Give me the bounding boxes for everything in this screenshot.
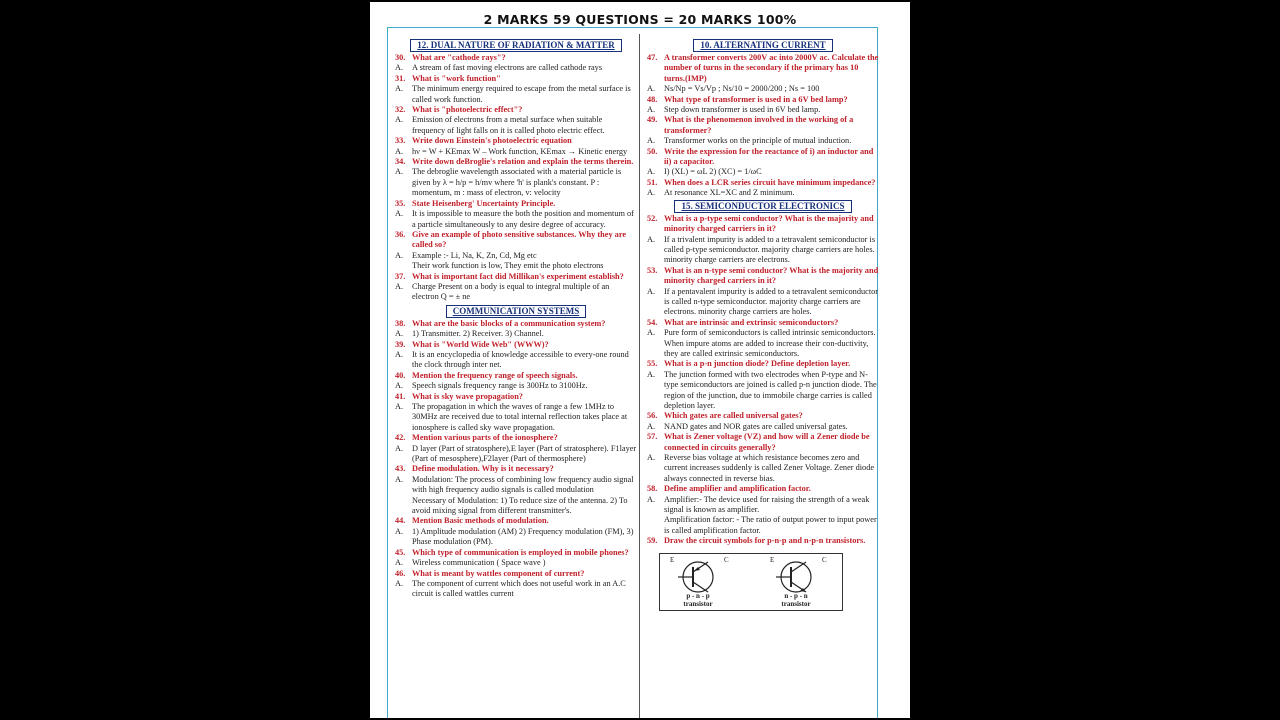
answer-row (395, 167, 637, 198)
answer-row (395, 147, 637, 157)
answer-marker: A. (395, 281, 404, 291)
question-text: Write down deBroglie's relation and explain the terms therein. (412, 157, 634, 167)
left-column (395, 39, 637, 718)
question-number: 35. (395, 198, 406, 208)
answer-row (395, 350, 637, 371)
answer-text: Speech signals frequency range is 300Hz to 3100Hz. (412, 381, 588, 391)
answer-text: Pure form of semiconductors is called intrinsic semiconductors. When impure atoms are added to increase their con-ductivity, they are called extrinsic semiconductors. (664, 328, 876, 358)
answer-marker: A. (647, 328, 656, 338)
pnp-caption (668, 592, 728, 608)
question-text: What is "photoelectric effect"? (412, 105, 523, 115)
npn-collector-label: C (822, 555, 827, 564)
question-number: 53. (647, 265, 658, 275)
answer-row (647, 287, 879, 318)
answer-text: If a pentavalent impurity is added to a tetravalent semiconductor is called n-type semiconductor. majority charge carriers are electrons. minority charge carriers are holes. (664, 286, 879, 317)
answer-row (647, 235, 879, 266)
question-row (395, 157, 637, 167)
answer-row (647, 453, 879, 484)
question-number: 43. (395, 464, 406, 474)
answer-marker: A. (395, 167, 404, 177)
question-text: Write down Einstein's photoelectric equation (412, 136, 572, 146)
answer-row (395, 282, 637, 303)
question-text: What is a p-n junction diode? Define depletion layer. (664, 359, 851, 369)
question-row (647, 178, 879, 188)
answer-row (395, 63, 637, 73)
question-list-alternating-current (647, 53, 879, 199)
question-number: 32. (395, 105, 406, 115)
npn-emitter-label: E (770, 555, 775, 564)
answer-marker: A. (395, 526, 404, 536)
question-number: 31. (395, 73, 406, 83)
question-row (395, 319, 637, 329)
answer-marker: A. (647, 136, 656, 146)
answer-marker: A. (647, 421, 656, 431)
answer-row (395, 475, 637, 496)
question-number: 49. (647, 115, 658, 125)
question-number: 38. (395, 318, 406, 328)
question-text: What is "work function" (412, 73, 501, 83)
pnp-collector-label: C (724, 555, 729, 564)
question-text: Define modulation. Why is it necessary? (412, 464, 554, 474)
question-text: Which type of communication is employed in mobile phones? (412, 547, 629, 557)
answer-row (647, 328, 879, 359)
question-number: 34. (395, 157, 406, 167)
page-heading: 2 MARKS 59 QUESTIONS = 20 MARKS 100% (483, 12, 797, 27)
transistor-symbols-diagram (659, 553, 843, 611)
notes-page (370, 2, 910, 718)
question-number: 52. (647, 213, 658, 223)
answer-row (647, 105, 879, 115)
pnp-transistor-symbol (678, 557, 718, 597)
question-row (395, 548, 637, 558)
answer-marker: A. (395, 443, 404, 453)
question-number: 45. (395, 547, 406, 557)
question-number: 57. (647, 432, 658, 442)
answer-text: Example :- Li, Na, K, Zn, Cd, Mg etc (412, 250, 537, 260)
answer-text: Wireless communication ( Space wave ) (412, 558, 546, 568)
answer-text: Transformer works on the principle of mutual induction. (664, 136, 852, 146)
question-text: What are intrinsic and extrinsic semiconductors? (664, 317, 839, 327)
question-list-dual-nature (395, 53, 637, 303)
answer-text: 1) Transmitter. 2) Receiver. 3) Channel. (412, 329, 544, 339)
question-text: Mention Basic methods of modulation. (412, 516, 549, 526)
question-text: State Heisenberg' Uncertainty Principle. (412, 198, 556, 208)
question-text: What is the phenomenon involved in the working of a transformer? (664, 115, 854, 135)
answer-row (395, 527, 637, 548)
question-row (395, 569, 637, 579)
question-number: 56. (647, 411, 658, 421)
answer-text: It is impossible to measure the both the position and momentum of a particle simultaneously to any desire degree of accuracy. (412, 209, 634, 229)
pnp-emitter-label: E (670, 555, 675, 564)
answer-row (647, 188, 879, 198)
answer-row (647, 136, 879, 146)
answer-row (395, 209, 637, 230)
question-row (395, 105, 637, 115)
answer-marker: A. (647, 234, 656, 244)
npn-label: n - p - n (784, 591, 808, 600)
answer-marker: A. (647, 84, 656, 94)
section-title-alternating-current: 10. ALTERNATING CURRENT (693, 39, 832, 52)
answer-marker: A. (395, 381, 404, 391)
question-row (647, 214, 879, 235)
question-row (395, 433, 637, 443)
answer-text: Step down transformer is used in 6V bed lamp. (664, 105, 821, 115)
question-row (395, 464, 637, 474)
question-number: 50. (647, 146, 658, 156)
section-title-communication: COMMUNICATION SYSTEMS (446, 305, 587, 318)
answer-row (395, 579, 637, 600)
answer-marker: A. (647, 494, 656, 504)
question-number: 36. (395, 229, 406, 239)
answer-text: If a trivalent impurity is added to a tetravalent semiconductor is called p-type semiconductor. majority charge carriers are holes. minority charge carriers are electrons. (664, 234, 876, 265)
answer-marker: A. (395, 250, 404, 260)
answer-text: D layer (Part of stratosphere),E layer (Part of stratosphere). F1layer (Part of mesosphere),F2layer (Part of thermosphere) (412, 443, 637, 464)
question-number: 37. (395, 271, 406, 281)
question-number: 59. (647, 536, 658, 546)
answer-row (395, 444, 637, 465)
answer-marker: A. (395, 84, 404, 94)
answer-marker: A. (395, 329, 404, 339)
pnp-transistor-caption: transistor (683, 599, 713, 608)
question-row (395, 516, 637, 526)
answer-text: I) (XL) = ωL 2) (XC) = 1/ωC (664, 167, 762, 177)
answer-marker: A. (395, 115, 404, 125)
question-text: When does a LCR series circuit have minimum impedance? (664, 177, 876, 187)
question-row (395, 340, 637, 350)
answer-extra-text: Their work function is low, They emit the photo electrons (412, 261, 604, 271)
question-number: 39. (395, 339, 406, 349)
question-row (647, 53, 879, 84)
answer-row (647, 167, 879, 177)
right-column (647, 39, 879, 718)
question-text: What is "World Wide Web" (WWW)? (412, 339, 549, 349)
question-number: 33. (395, 136, 406, 146)
answer-text: The propagation in which the waves of range a few 1MHz to 30MHz are received due to total internal reflection takes place at ionosphere is called sky wave propagation. (412, 402, 628, 432)
question-number: 47. (647, 53, 658, 62)
answer-text: NAND gates and NOR gates are called universal gates. (664, 421, 848, 431)
answer-marker: A. (647, 105, 656, 115)
answer-row (647, 422, 879, 432)
question-text: A transformer converts 200V ac into 2000V ac. Calculate the number of turns in the secondary if the primary has 10 turns.(IMP) (664, 53, 879, 83)
answer-text: The junction formed with two electrodes when P-type and N-type semiconductors are joined is called p-n junction diode. The region of the junction, due to immobile charge carries is called depletion layer. (664, 369, 877, 410)
question-text: What type of transformer is used in a 6V bed lamp? (664, 94, 848, 104)
answer-text: Reverse bias voltage at which resistance becomes zero and current increases suddenly is called Zener Voltage. Zener diode always connected in reverse bias. (664, 453, 875, 483)
question-text: What are the basic blocks of a communication system? (412, 318, 606, 328)
question-row (647, 318, 879, 328)
answer-row (395, 251, 637, 261)
question-row (647, 484, 879, 494)
question-row (647, 411, 879, 421)
answer-marker: A. (395, 558, 404, 568)
answer-text: Ns/Np = Vs/Vp ; Ns/10 = 2000/200 ; Ns = 100 (664, 84, 820, 94)
answer-row (647, 495, 879, 516)
answer-text: At resonance XL=XC and Z minimum. (664, 188, 795, 198)
question-row (395, 136, 637, 146)
question-text: What is a p-type semi conductor? What is the majority and minority charged carriers in it? (664, 213, 874, 234)
answer-marker: A. (395, 402, 404, 411)
answer-row (395, 381, 637, 391)
question-number: 42. (395, 433, 406, 443)
answer-row (395, 558, 637, 568)
question-number: 30. (395, 53, 406, 62)
answer-row (647, 84, 879, 94)
question-row (395, 199, 637, 209)
question-text: Draw the circuit symbols for p-n-p and n-p-n transistors. (664, 536, 866, 546)
answer-text: A stream of fast moving electrons are called cathode rays (412, 63, 603, 73)
answer-marker: A. (395, 578, 404, 588)
answer-text: The debroglie wavelength associated with a material particle is given by λ = h/p = h/mv where 'h' is plank's constant. P : momentum, m : mass of electron, v: velocity (412, 167, 622, 198)
question-list-communication (395, 319, 637, 600)
answer-text: Modulation: The process of combining low frequency audio signal with high frequency audio signals is called modulation (412, 474, 634, 495)
question-text: What are "cathode rays"? (412, 53, 506, 62)
question-list-semiconductor (647, 214, 879, 547)
question-text: Give an example of photo sensitive substances. Why they are called so? (412, 229, 627, 250)
pnp-label: p - n - p (686, 591, 710, 600)
question-row (647, 95, 879, 105)
question-number: 54. (647, 317, 658, 327)
answer-marker: A. (647, 453, 656, 463)
question-text: Define amplifier and amplification factor. (664, 484, 811, 494)
npn-transistor-caption: transistor (781, 599, 811, 608)
answer-row (395, 84, 637, 105)
question-text: Mention the frequency range of speech signals. (412, 370, 578, 380)
question-text: Which gates are called universal gates? (664, 411, 803, 421)
answer-marker: A. (647, 167, 656, 177)
section-title-semiconductor: 15. SEMICONDUCTOR ELECTRONICS (674, 200, 851, 213)
answer-marker: A. (647, 188, 656, 198)
answer-marker: A. (395, 209, 404, 219)
answer-marker: A. (647, 286, 656, 296)
npn-caption (766, 592, 826, 608)
question-number: 58. (647, 484, 658, 494)
question-number: 46. (395, 568, 406, 578)
question-row (395, 272, 637, 282)
question-row (395, 230, 637, 251)
question-text: What is an n-type semi conductor? What is the majority and minority charged carriers in it? (664, 265, 879, 286)
question-row (647, 432, 879, 453)
question-row (395, 53, 637, 63)
question-text: What is important fact did Millikan's experiment establish? (412, 271, 624, 281)
answer-row (395, 402, 637, 433)
answer-row (395, 115, 637, 136)
answer-text: It is an encyclopedia of knowledge accessible to every-one round the clock through inter net. (412, 349, 629, 370)
question-text: What is sky wave propagation? (412, 391, 523, 401)
npn-transistor-symbol (776, 557, 816, 597)
answer-text: Amplifier:- The device used for raising the strength of a weak signal is known as amplifier. (664, 494, 870, 515)
question-row (647, 147, 879, 168)
answer-row (647, 370, 879, 412)
answer-text: Emission of electrons from a metal surface when suitable frequency of light falls on it is called photo electric effect. (412, 115, 605, 135)
answer-extra-text: Amplification factor: - The ratio of output power to input power is called amplification factor. (664, 515, 877, 535)
question-number: 40. (395, 370, 406, 380)
question-row (647, 359, 879, 369)
answer-marker: A. (395, 146, 404, 156)
question-text: What is meant by wattles component of current? (412, 568, 585, 578)
answer-text: Charge Present on a body is equal to integral multiple of an electron Q = ± ne (412, 281, 610, 302)
answer-marker: A. (647, 369, 656, 379)
column-divider (639, 34, 640, 718)
question-number: 55. (647, 359, 658, 369)
question-row (647, 115, 879, 136)
question-text: Write the expression for the reactance of i) an inductor and ii) a capacitor. (664, 146, 874, 167)
answer-marker: A. (395, 349, 404, 359)
answer-text: 1) Amplitude modulation (AM) 2) Frequency modulation (FM), 3) Phase modulation (PM). (412, 526, 634, 547)
question-row (395, 371, 637, 381)
answer-text: hν = W + KEmax W – Work function, KEmax → Kinetic energy (412, 146, 628, 156)
question-text: What is Zener voltage (VZ) and how will a Zener diode be connected in circuits generally? (664, 432, 870, 452)
section-title-dual-nature: 12. DUAL NATURE OF RADIATION & MATTER (410, 39, 621, 52)
question-row (395, 74, 637, 84)
question-row (647, 536, 879, 546)
question-number: 41. (395, 391, 406, 401)
question-number: 48. (647, 94, 658, 104)
answer-marker: A. (395, 474, 404, 484)
answer-text: The component of current which does not useful work in an A.C circuit is called wattles current (412, 578, 626, 599)
question-number: 44. (395, 516, 406, 526)
question-number: 51. (647, 177, 658, 187)
answer-marker: A. (395, 63, 404, 73)
answer-extra-text: Necessary of Modulation: 1) To reduce size of the antenna. 2) To avoid mixing signal from different transmitter's. (412, 495, 628, 516)
question-row (395, 392, 637, 402)
answer-row (395, 329, 637, 339)
question-text: Mention various parts of the ionosphere? (412, 433, 558, 443)
answer-text: The minimum energy required to escape from the metal surface is called work function. (412, 84, 631, 104)
question-row (647, 266, 879, 287)
